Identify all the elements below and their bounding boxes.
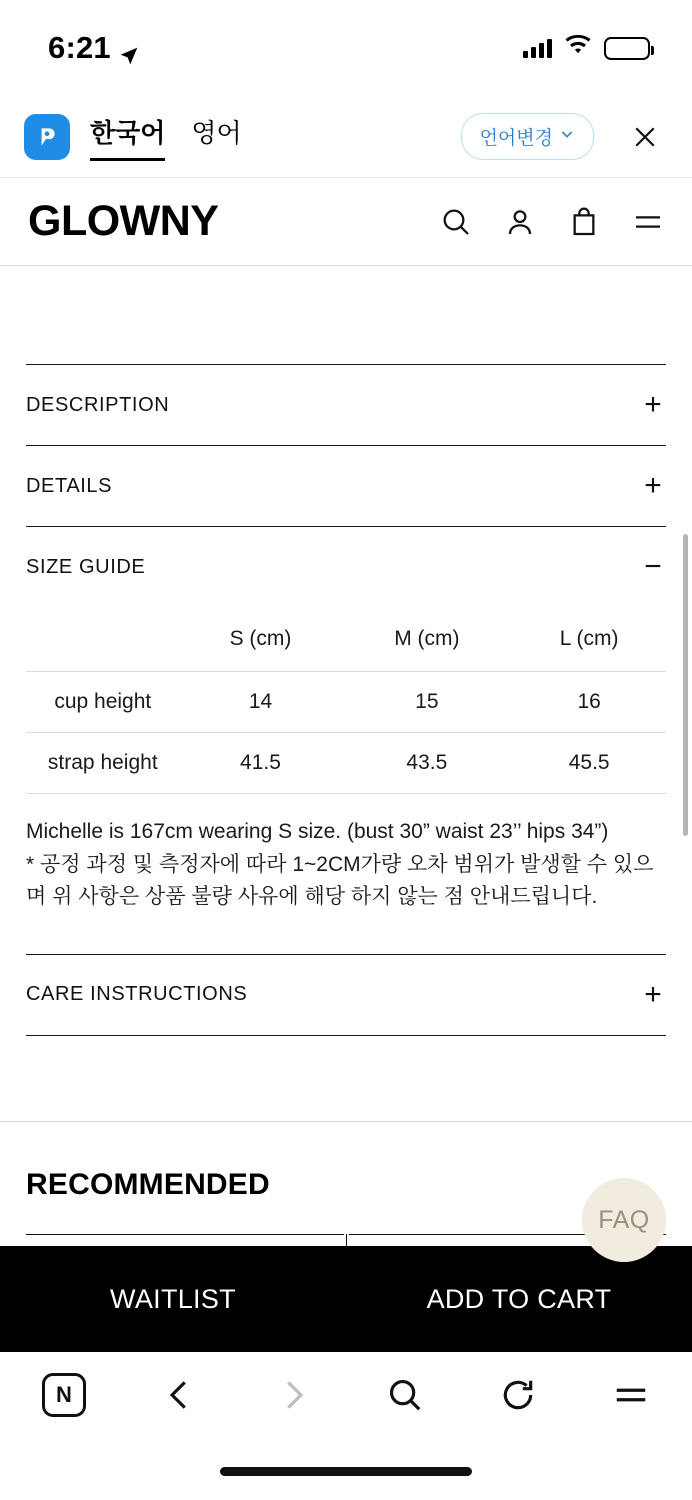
- search-icon[interactable]: [386, 1376, 424, 1414]
- accordion-size-guide[interactable]: [26, 526, 666, 607]
- status-indicators: [523, 35, 650, 61]
- location-arrow-icon: [119, 38, 139, 58]
- bag-icon[interactable]: [568, 206, 600, 238]
- size-guide-col-m: M (cm): [341, 609, 512, 672]
- size-guide-strap-s: 41.5: [240, 751, 281, 774]
- size-guide-table: [26, 609, 666, 794]
- lang-tab-english[interactable]: 영어: [191, 117, 242, 148]
- size-guide-col-s: S (cm): [180, 609, 342, 672]
- language-tabs: [90, 113, 242, 161]
- size-guide-head: [26, 609, 666, 672]
- naver-app-button[interactable]: [42, 1373, 86, 1417]
- chevron-left-icon[interactable]: [161, 1376, 199, 1414]
- papago-icon[interactable]: [24, 114, 70, 160]
- accordion-description-toggle-icon[interactable]: +: [644, 388, 662, 421]
- accordion-care-instructions[interactable]: [26, 954, 666, 1035]
- size-guide-strap-l: 45.5: [568, 751, 610, 774]
- size-guide-body: [26, 672, 666, 794]
- accordion-details[interactable]: [26, 445, 666, 526]
- size-guide-header-row: [26, 609, 666, 672]
- note-bottom-spacer: [26, 914, 666, 954]
- header-icon-group: [440, 206, 664, 238]
- accordion-description-label: DESCRIPTION: [26, 393, 170, 416]
- faq-label: FAQ: [598, 1205, 650, 1234]
- naver-app-label: N: [56, 1382, 72, 1407]
- size-guide-cup-s: 14: [248, 690, 273, 713]
- reload-icon[interactable]: [499, 1376, 537, 1414]
- wifi-icon: [564, 35, 592, 61]
- battery-icon: [604, 37, 650, 60]
- size-guide-row-label-strap: strap height: [47, 751, 158, 774]
- close-icon[interactable]: [628, 120, 662, 154]
- chevron-down-icon: [559, 126, 575, 148]
- account-icon[interactable]: [504, 206, 536, 238]
- accordion-details-toggle-icon[interactable]: +: [644, 469, 662, 502]
- accordion-details-label: DETAILS: [26, 474, 113, 497]
- browser-toolbar: [0, 1352, 692, 1438]
- recommended-title: RECOMMENDED: [26, 1167, 270, 1201]
- chevron-right-icon[interactable]: [274, 1376, 312, 1414]
- size-guide-disclaimer: * 공정 과정 및 측정자에 따라 1~2CM가량 오차 범위가 발생할 수 있으며 위 사항은 상품 불량 사유에 해당 하지 않는 점 안내드립니다.: [26, 852, 654, 909]
- language-change-button[interactable]: [461, 113, 594, 160]
- accordion-size-guide-label: SIZE GUIDE: [26, 555, 146, 578]
- menu-icon[interactable]: [632, 206, 664, 238]
- brand-logo[interactable]: GLOWNY: [28, 197, 219, 245]
- status-bar: [0, 0, 692, 96]
- language-change-label: 언어변경: [479, 128, 553, 149]
- translate-bar: [0, 96, 692, 178]
- status-time-group: [48, 30, 139, 66]
- menu-icon[interactable]: [612, 1376, 650, 1414]
- size-guide-col-l: L (cm): [512, 609, 666, 672]
- search-icon[interactable]: [440, 206, 472, 238]
- size-guide-strap-m: 43.5: [406, 751, 448, 774]
- model-note: Michelle is 167cm wearing S size. (bust 30” waist 23’’ hips 34”): [26, 820, 609, 843]
- table-row: [26, 672, 666, 733]
- size-guide-cup-m: 15: [415, 690, 439, 713]
- accordion-size-guide-toggle-icon[interactable]: −: [644, 550, 662, 583]
- accordion-bottom-border: [26, 1035, 666, 1121]
- waitlist-button[interactable]: WAITLIST: [110, 1283, 236, 1314]
- faq-button[interactable]: [582, 1178, 666, 1262]
- status-time: 6:21: [48, 30, 111, 65]
- size-guide-cup-l: 16: [577, 690, 601, 713]
- lang-tab-korean[interactable]: 한국어: [90, 113, 165, 161]
- accordion-care-toggle-icon[interactable]: +: [644, 977, 662, 1011]
- accordion-care-label: CARE INSTRUCTIONS: [26, 983, 248, 1006]
- add-to-cart-button[interactable]: ADD TO CART: [426, 1283, 612, 1314]
- site-header: [0, 178, 692, 266]
- bottom-cta-bar: [0, 1246, 692, 1352]
- size-guide-notes: [26, 816, 666, 914]
- size-guide-col-0: [26, 609, 180, 672]
- size-guide-row-label-cup: cup height: [54, 690, 152, 713]
- page-scrollbar[interactable]: [683, 534, 688, 836]
- cellular-bars-icon: [523, 38, 552, 58]
- content-top-spacer: [26, 266, 666, 364]
- accordion-description[interactable]: [26, 364, 666, 445]
- table-row: [26, 733, 666, 794]
- home-indicator: [220, 1467, 472, 1476]
